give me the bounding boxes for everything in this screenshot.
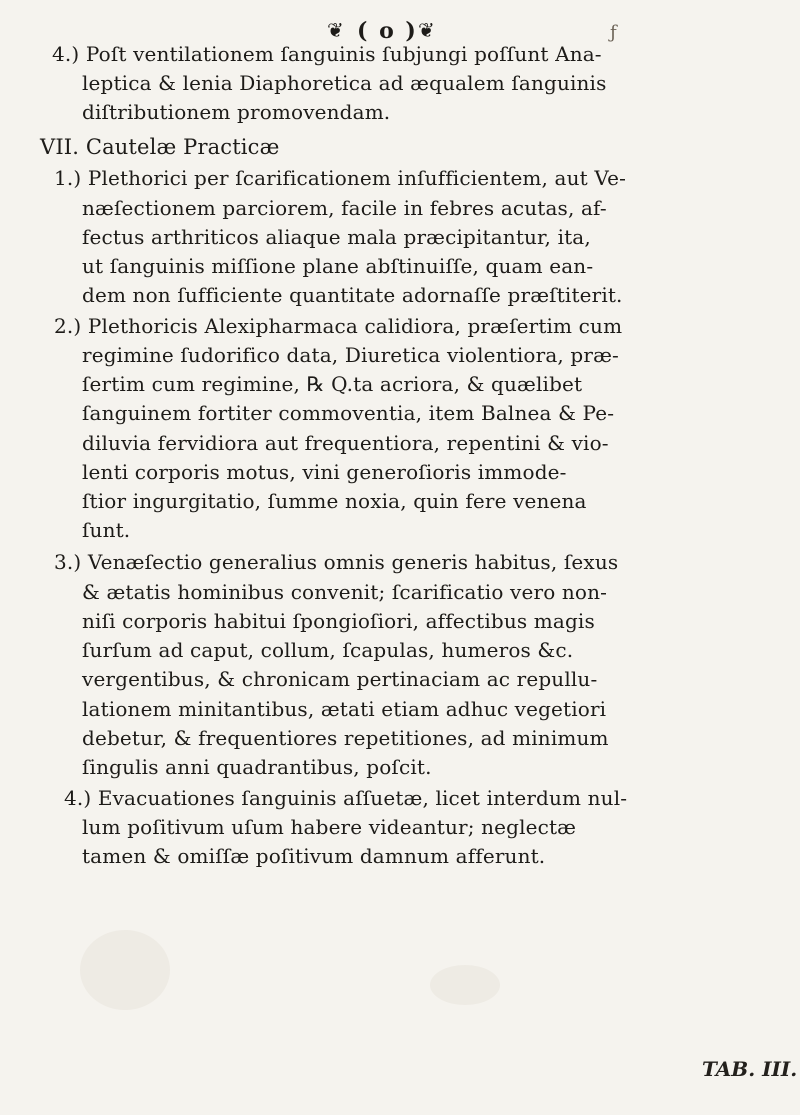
text-line: 4.) Evacuationes ſanguinis aſſuetæ, licet interdum nul-: [64, 786, 628, 810]
text-line: leptica & lenia Diaphoretica ad æqualem ſanguinis: [82, 71, 607, 95]
text-line: lenti corporis motus, vini generoſioris immode-: [82, 460, 567, 484]
text-line: diluvia fervidiora aut frequentiora, repentini & vio-: [82, 431, 609, 455]
text-line: dem non ſufficiente quantitate adornaſſe præſtiterit.: [82, 283, 623, 307]
text-line: ſertim cum regimine, ℞ Q.ta acriora, & quælibet: [82, 372, 583, 396]
text-line: lum poſitivum uſum habere videantur; neglectæ: [82, 815, 577, 839]
text-line: ut ſanguinis miſſione plane abſtinuiſſe, quam ean-: [82, 254, 594, 278]
text-line: 3.) Venæſectio generalius omnis generis habitus, ſexus: [54, 550, 619, 574]
text-line: ſtior ingurgitatio, ſumme noxia, quin fere venena: [82, 489, 587, 513]
page-number: ( o ): [357, 18, 418, 44]
corner-mark: ƒ: [610, 22, 617, 43]
text-line: 4.) Poſt ventilationem ſanguinis ſubjungi poſſunt Ana-: [52, 42, 602, 66]
text-line: fectus arthriticos aliaque mala præcipitantur, ita,: [82, 225, 591, 249]
text-line: 2.) Plethoricis Alexipharmaca calidiora, præſertim cum: [54, 314, 623, 338]
text-line: næſectionem parciorem, facile in febres acutas, af-: [82, 196, 607, 220]
text-line: niſi corporis habitui ſpongioſiori, affectibus magis: [82, 609, 595, 633]
text-line: ſurſum ad caput, collum, ſcapulas, humeros &c.: [82, 638, 574, 662]
text-line: ſanguinem fortiter commoventia, item Balnea & Pe-: [82, 401, 615, 425]
text-line: regimine ſudorifico data, Diuretica violentiora, præ-: [82, 343, 619, 367]
text-line: & ætatis hominibus convenit; ſcarificatio vero non-: [82, 580, 608, 604]
paper-stain: [80, 930, 170, 1010]
catchword: TAB. III.: [702, 1057, 798, 1081]
text-line: lationem minitantibus, ætati etiam adhuc vegetiori: [82, 697, 607, 721]
flower-ornament-icon: ❦: [418, 18, 435, 42]
paper-stain: [430, 965, 500, 1005]
text-line: 1.) Plethorici per ſcarificationem inſufficientem, aut Ve-: [54, 166, 627, 190]
text-line: ſunt.: [82, 518, 131, 542]
text-line: diſtributionem promovendam.: [82, 100, 391, 124]
flower-ornament-icon: ❦: [327, 18, 344, 42]
text-line: vergentibus, & chronicam pertinaciam ac repullu-: [82, 667, 598, 691]
text-line: ſingulis anni quadrantibus, poſcit.: [82, 755, 432, 779]
text-line: debetur, & frequentiores repetitiones, ad minimum: [82, 726, 609, 750]
text-line: tamen & omiſſæ poſitivum damnum afferunt.: [82, 844, 546, 868]
section-heading: VII. Cautelæ Practicæ: [40, 135, 280, 159]
